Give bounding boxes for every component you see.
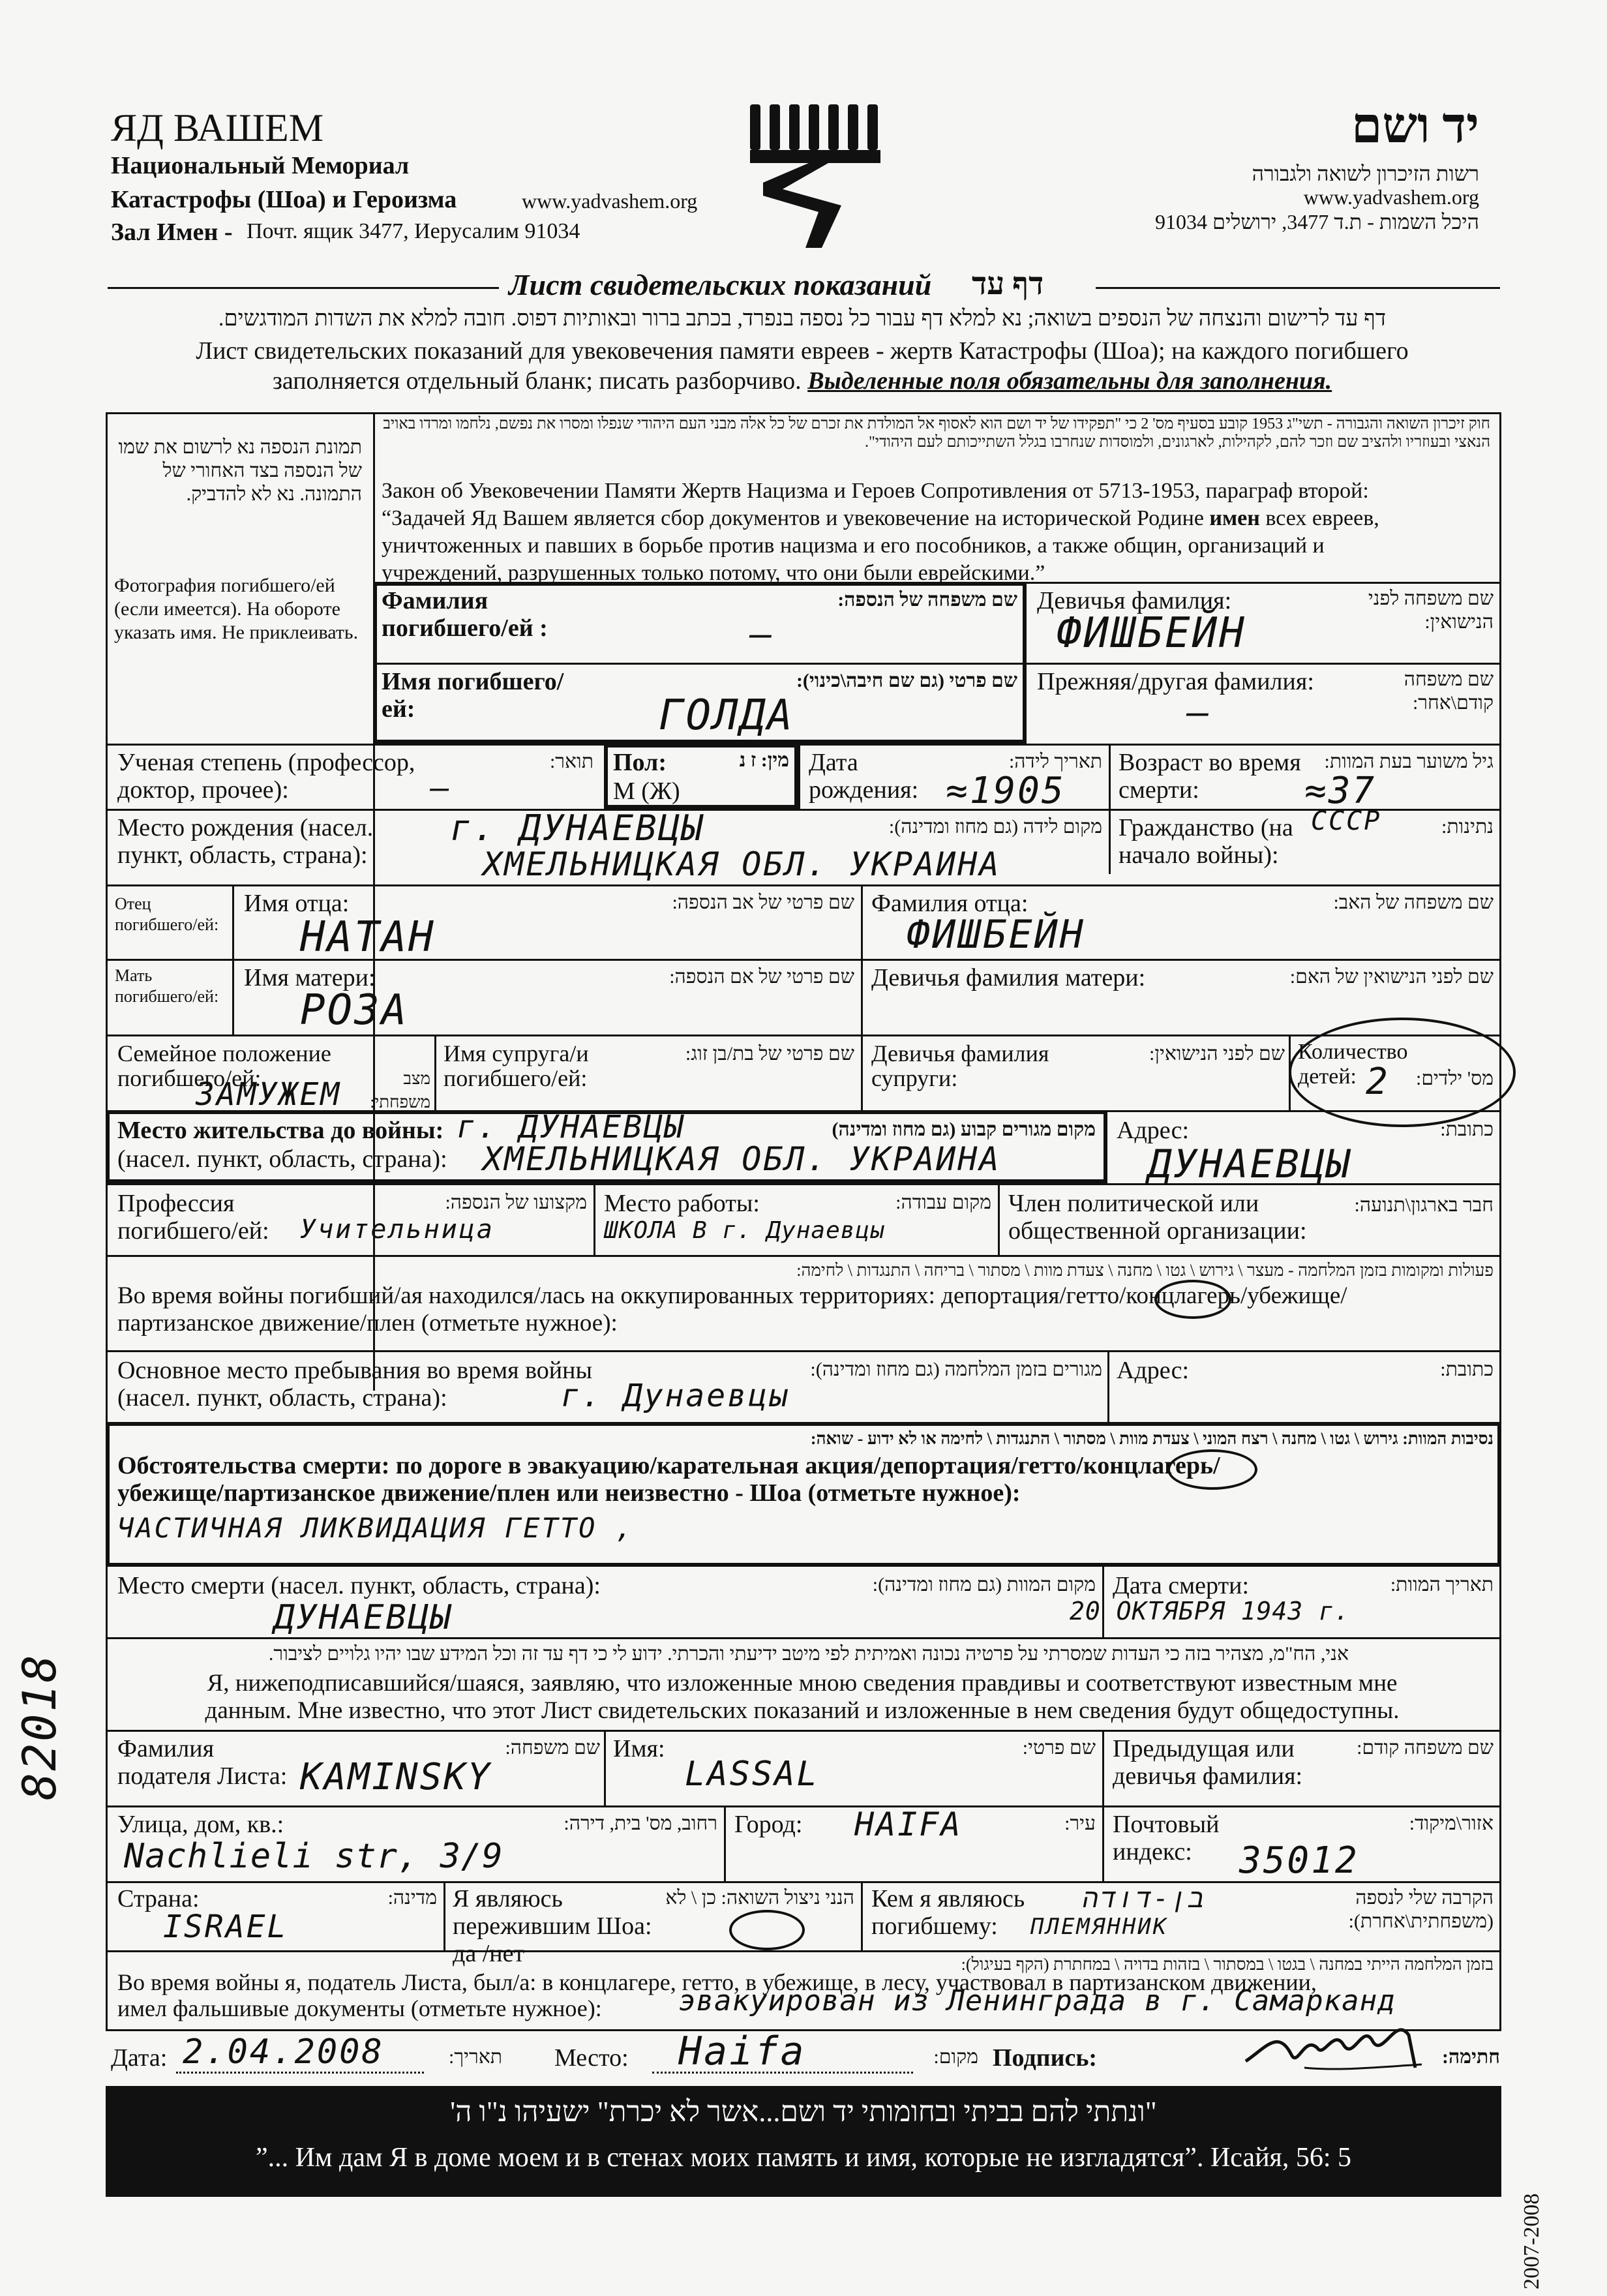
signature-label-he: חתימה: <box>1442 2046 1500 2068</box>
dob-label-he: תאריך לידה: <box>1008 751 1102 772</box>
surname-label-he: שם משפחה של הנספה: <box>837 589 1017 611</box>
death-place-value[interactable]: ДУНАЕВЦЫ <box>274 1598 453 1637</box>
address-label: Адрес: <box>1117 1117 1190 1144</box>
date-label-he: תאריך: <box>449 2046 502 2068</box>
place-value[interactable]: Haifa <box>678 2029 806 2074</box>
ghetto-circle-1 <box>1154 1280 1231 1319</box>
sub-prev-col <box>1102 1730 1104 1805</box>
marital-value[interactable]: ЗАМУЖЕМ <box>196 1076 342 1113</box>
mother-name-label-he: שם פרטי של אם הנספה: <box>669 966 854 988</box>
wartime-place-value[interactable]: г. Дунаевцы <box>561 1378 790 1414</box>
membership-label-he: חבר בארגון\תנועה: <box>1354 1194 1494 1216</box>
survivor-label: Я являюсь пережившим Шоа: да /нет <box>453 1885 652 1967</box>
surname-label: Фамилия погибшего/ей : <box>382 587 548 642</box>
death-place-label-he: מקום המוות (גם מחוז ומדינה): <box>872 1574 1096 1595</box>
age-label: Возраст во время смерти: <box>1119 749 1301 804</box>
father-name-label-he: שם פרטי של אב הנספה: <box>672 892 854 913</box>
residence-value-2[interactable]: ХМЕЛЬНИЦКАЯ ОБЛ. УКРАИНА <box>483 1140 1001 1178</box>
prev-surname-label-he: שם משפחה קודם\אחר: <box>1404 669 1494 714</box>
sex-options[interactable]: М (Ж) <box>613 778 680 805</box>
wartime-place-label: Основное место пребывания во время войны (насел. пункт, область, страна): <box>117 1357 593 1412</box>
yad-vashem-logo <box>743 91 900 254</box>
law-text-ru-4: учреждений, разрушенных только потому, что они были еврейскими.” <box>382 561 1045 585</box>
hall-of-names-ru: Зал Имен - <box>111 219 233 246</box>
father-name-value[interactable]: НАТАН <box>300 913 436 961</box>
first-name-value[interactable]: ГОЛДА <box>659 691 794 740</box>
sub-zip-col <box>1102 1805 1104 1881</box>
prev-surname-value[interactable]: — <box>1187 691 1211 734</box>
wartime-ru-1: Во время войны погибший/ая находился/лась на оккупированных территориях: депортация/гетто/концлагерь/убежище/ <box>117 1282 1347 1309</box>
death-circ-ru-1: Обстоятельства смерти: по дороге в эвакуацию/карательная акция/депортация/гетто/концлагерь/ <box>117 1452 1220 1479</box>
org-subtitle-he: רשות הזיכרון לשואה ולגבורה <box>1252 162 1479 185</box>
submitter-prev-label-he: שם משפחה קודם: <box>1357 1737 1494 1759</box>
degree-label: Ученая степень (профессор, доктор, прочее): <box>117 749 415 804</box>
submitter-name-value[interactable]: LASSAL <box>685 1755 819 1794</box>
birthplace-value-1[interactable]: г. ДУНАЕВЦЫ <box>450 808 705 849</box>
death-circ-ru-2: убежище/партизанское движение/плен или неизвестно - Шоа (отметьте нужное): <box>117 1479 1021 1507</box>
spouse-name-label-he: שם פרטי של בת/בן זוג: <box>685 1043 854 1065</box>
citizenship-label: Гражданство (на начало войны): <box>1119 814 1293 869</box>
birthplace-label: Место рождения (насел. пункт, область, страна): <box>117 814 374 869</box>
row-9-divider <box>106 1350 1501 1352</box>
row-1-divider <box>106 744 1501 746</box>
law-text-ru-2-bold: имен <box>1209 506 1260 530</box>
children-label-he: מס' ילדים: <box>1415 1068 1494 1089</box>
citizenship-label-he: נתינות: <box>1441 816 1494 838</box>
street-label-he: רחוב, מס' בית, דירה: <box>563 1813 717 1834</box>
row-10-divider <box>106 1637 1501 1639</box>
dob-label: Дата рождения: <box>809 749 919 804</box>
sub-wartime-value[interactable]: эвакуирован из Ленинграда в г. Самарканд <box>678 1984 1396 2017</box>
name-box-divider <box>373 663 1027 665</box>
sex-col-right <box>798 744 800 809</box>
side-record-number: 82018 <box>13 1653 67 1800</box>
survivor-label-he: הנני ניצול השואה: כן \ לא <box>665 1887 854 1909</box>
first-name-label: Имя погибшего/ей: <box>382 668 564 723</box>
wartime-address-label: Адрес: <box>1117 1357 1190 1384</box>
law-text-ru-2 <box>382 505 1379 532</box>
spouse-maiden-label-he: שם לפני הנישואין: <box>1149 1043 1285 1065</box>
org-name-ru: ЯД ВАШЕМ <box>111 106 324 149</box>
profession-label-he: מקצועו של הנספה: <box>445 1192 587 1213</box>
death-date-label-he: תאריך המוות: <box>1390 1574 1494 1595</box>
father-name-label: Имя отца: <box>244 890 350 917</box>
mother-name-label: Имя матери: <box>244 964 376 991</box>
workplace-value[interactable]: ШКОЛА В г. Дунаевцы <box>604 1217 885 1244</box>
row-12-divider <box>106 1805 1501 1807</box>
spouse-maiden-label: Девичья фамилия супруги: <box>871 1040 1049 1091</box>
father-surname-label: Фамилия отца: <box>871 890 1029 917</box>
org-subtitle-ru-2: Катастрофы (Шоа) и Героизма <box>111 186 457 213</box>
marital-label: Семейное положение погибшего/ей: <box>117 1040 331 1091</box>
sex-label: Пол: <box>613 749 667 776</box>
age-value[interactable]: ≈37 <box>1304 770 1377 812</box>
date-value[interactable]: 2.04.2008 <box>183 2032 384 2072</box>
law-text-ru-1: Закон об Увековечении Памяти Жертв Нацизма и Героев Сопротивления от 5713-1953, параграф второй: <box>382 479 1369 503</box>
row-top-divider <box>1027 582 1501 584</box>
date-underline <box>176 2072 424 2074</box>
wartime-address-label-he: כתובת: <box>1440 1359 1494 1380</box>
row-3-divider <box>106 884 1501 886</box>
declaration-he: אני, הח"מ, מצהיר בזה כי העדות שמסרתי על פרטיה נכונה ואמיתית לפי מיטב ידיעתי והכרתי. ידוע לי כי דף עד זה וכל המידע שבו יהיו גלויים לציבור. <box>268 1643 1349 1665</box>
submitter-name-label: Имя: <box>613 1735 665 1762</box>
law-text-he: חוק זיכרון השואה והגבורה - תשי"ג 1953 קובע בסעיף מס' 2 כי "תפקידו של יד ושם הוא לאסוף אל המולדת את זכרם של כל אלה מבני העם היהודי שנפלו ומסרו את נפשם, נלחמו ומרדו באויב הנאצי ובעוזריו ולהציב שם וזכר להם, לקהילות, לארגונים, ולמוסדות שנחרבו בגלל השתייכותם לעם היהודי". <box>383 415 1490 451</box>
signature-label: Подпись: <box>993 2044 1098 2072</box>
submitter-surname-label-he: שם משפחה: <box>505 1737 600 1759</box>
sub-survivor-col <box>443 1881 445 1950</box>
first-name-label-he: שם פרטי (גם שם חיבה\כינוי): <box>796 670 1017 691</box>
street-label: Улица, дом, кв.: <box>117 1811 284 1838</box>
spouse-col <box>861 1035 863 1110</box>
prev-surname-label: Прежняя/другая фамилия: <box>1037 668 1314 695</box>
row-8-divider <box>106 1255 1501 1257</box>
city-value[interactable]: HAIFA <box>854 1805 963 1843</box>
maiden-name-value[interactable]: ФИШБЕЙН <box>1057 609 1246 657</box>
org-name-he: יד ושם <box>1351 98 1479 153</box>
death-date-label: Дата смерти: <box>1113 1572 1250 1599</box>
father-surname-value[interactable]: ФИШБЕЙН <box>907 912 1085 958</box>
row-7-divider <box>106 1183 1501 1185</box>
place-underline <box>652 2072 913 2074</box>
marital-label-he: מצב משפחתי: <box>370 1069 430 1111</box>
mother-label: Мать погибшего/ей: <box>115 966 219 1006</box>
sub-wartime-ru-2: имел фальшивые документы (отметьте нужное): <box>117 1995 602 2021</box>
children-value[interactable]: 2 <box>1366 1061 1390 1103</box>
photo-instructions-he: תמונת הנספה נא לרשום את שמו של הנספה בצד האחורי של התמונה. נא לא להדביק. <box>118 436 362 505</box>
residence-label: Место жительства до войны: <box>117 1117 444 1144</box>
date-label: Дата: <box>111 2044 168 2072</box>
wartime-address-col <box>1107 1350 1109 1422</box>
zip-value[interactable]: 35012 <box>1239 1839 1359 1882</box>
street-value[interactable]: Nachlieli str, 3/9 <box>124 1837 503 1876</box>
workplace-col <box>593 1183 595 1255</box>
residence-label-he: מקום מגורים קבוע (גם מחוז ומדינה) <box>832 1119 1096 1140</box>
death-circ-value[interactable]: ЧАСТИЧНАЯ ЛИКВИДАЦИЯ ГЕТТО , <box>117 1512 635 1544</box>
birthplace-label-he: מקום לידה (גם מחוז ומדינה): <box>888 816 1102 838</box>
place-label: Место: <box>554 2044 629 2072</box>
death-circ-he: נסיבות המוות: גירוש \ גטו \ מחנה \ רצח המוני \ צעדת מוות \ מסתור \ התנגדות \ לחימה או לא ידוע - שואה: <box>810 1429 1494 1448</box>
intro-he: דף עד לרישום והנצחה של הנספים בשואה; נא למלא דף עבור כל נספה בנפרד, בכתב ברור ובאותיות דפוס. חובה למלא את השדות המודגשים. <box>218 307 1387 331</box>
profession-label: Профессия погибшего/ей: <box>117 1190 269 1245</box>
sub-wartime-he: בזמן המלחמה הייתי במחנה \ בגטו \ במסתור \ בזהות בדויה \ במחתרת (הקף בעיגול): <box>961 1955 1494 1974</box>
place-label-he: מקום: <box>933 2046 978 2068</box>
father-surname-label-he: שם משפחה של האב: <box>1333 892 1494 913</box>
address-value[interactable]: ДУНАЕВЦЫ <box>1148 1141 1352 1187</box>
zip-label-he: אזור\מיקוד: <box>1409 1813 1494 1834</box>
city-label-he: עיר: <box>1064 1813 1096 1834</box>
title-rule-left <box>108 287 499 289</box>
surname-value[interactable]: — <box>750 613 774 656</box>
declaration-ru-1: Я, нижеподписавшийся/шаяся, заявляю, что изложенные мною сведения правдивы и соответствуют известным мне <box>207 1670 1398 1697</box>
ghetto-circle-2 <box>1167 1449 1257 1490</box>
intro-ru-1: Лист свидетельских показаний для увековечения памяти евреев - жертв Катастрофы (Шоа); на каждого погибшего <box>196 337 1409 365</box>
website-left[interactable]: www.yadvashem.org <box>522 189 698 213</box>
mother-maiden-label-he: שם לפני הנישואין של האם: <box>1289 966 1494 988</box>
dob-value[interactable]: ≈1905 <box>946 770 1066 812</box>
relation-value-he[interactable]: בן-דודה <box>1083 1884 1207 1914</box>
website-right[interactable]: www.yadvashem.org <box>1303 185 1479 209</box>
title-rule-right <box>1096 287 1500 289</box>
wartime-he: פעולות ומקומות בזמן המלחמה - מעצר \ גירוש \ גטו \ מחנה \ צעדת מוות \ מסתור \ בריחה \ התנגדות \ לחימה: <box>796 1261 1494 1280</box>
row-11-divider <box>106 1730 1501 1732</box>
row-maiden-divider <box>1027 663 1501 665</box>
sex-label-he: מין: ז נ <box>739 749 789 771</box>
children-label: Количество детей: <box>1298 1040 1408 1089</box>
relation-label: Кем я являюсь погибшему: <box>871 1885 1025 1940</box>
intro-ru-2 <box>117 367 1487 395</box>
spouse-name-label: Имя супруга/и погибшего/ей: <box>443 1040 589 1091</box>
law-text-ru-2b: всех евреев, <box>1265 506 1379 530</box>
death-date-value[interactable]: 20 ОКТЯБРЯ 1943 г. <box>1070 1597 1350 1625</box>
country-label: Страна: <box>117 1885 200 1912</box>
address-label-he: כתובת: <box>1440 1119 1494 1140</box>
title-ru: Лист свидетельских показаний <box>509 268 932 301</box>
maiden-name-label-he: שם משפחה לפני הנישואין: <box>1368 588 1494 633</box>
address-ru: Почт. ящик 3477, Иерусалим 91034 <box>247 219 580 243</box>
law-text-ru-2a: “Задачей Яд Вашем является сбор документов и увековечение на исторической Родине <box>382 506 1204 530</box>
maiden-name-label: Девичья фамилия: <box>1037 587 1232 614</box>
sub-relation-col <box>861 1881 863 1950</box>
workplace-label: Место работы: <box>604 1190 760 1217</box>
submitter-surname-value[interactable]: KAMINSKY <box>300 1756 492 1798</box>
marital-col <box>434 1035 436 1110</box>
relation-label-he: הקרבה שלי לנספה (משפחתית\אחרת): <box>1348 1887 1494 1932</box>
intro-ru-2-text: заполняется отдельный бланк; писать разборчиво. <box>272 367 802 395</box>
mother-maiden-label: Девичья фамилия матери: <box>871 964 1146 991</box>
row-5-divider <box>106 1035 1501 1036</box>
birthplace-value-2[interactable]: ХМЕЛЬНИЦКАЯ ОБЛ. УКРАИНА <box>483 845 1001 883</box>
age-label-he: גיל משוער בעת המוות: <box>1324 751 1494 772</box>
submitter-name-label-he: שם פרטי: <box>1022 1737 1096 1759</box>
year-range: 2007-2008 <box>1520 2193 1544 2289</box>
row-14-divider <box>106 1950 1501 1952</box>
residence-value-1[interactable]: г. ДУНАЕВЦЫ <box>457 1109 685 1145</box>
membership-label: Член политической или общественной организации: <box>1008 1190 1307 1245</box>
citizenship-value[interactable]: СССР <box>1311 806 1382 836</box>
title-he: דף עד <box>972 267 1044 301</box>
mother-name-value[interactable]: РОЗА <box>300 986 409 1035</box>
photo-instructions-ru: Фотография погибшего/ей (если имеется). На обороте указать имя. Не приклеивать. <box>114 575 359 643</box>
row-4-divider <box>106 959 1501 961</box>
country-value[interactable]: ISRAEL <box>163 1909 288 1945</box>
death-place-label: Место смерти (насел. пункт, область, страна): <box>117 1572 601 1599</box>
profession-value[interactable]: Учительница <box>300 1215 494 1245</box>
country-label-he: מדינה: <box>387 1887 437 1909</box>
age-col <box>1109 744 1111 874</box>
row-13-divider <box>106 1881 1501 1883</box>
submitter-surname-label-text: Фамилия подателя Листа: <box>117 1735 288 1790</box>
degree-value[interactable]: — <box>430 770 451 806</box>
wartime-ru-2: партизанское движение/плен (отметьте нужное): <box>117 1310 618 1337</box>
membership-col <box>998 1183 1000 1255</box>
sub-city-col <box>724 1805 726 1881</box>
city-label: Город: <box>734 1811 803 1838</box>
footer-quote-he: "ונתתי להם בביתי ובחומותי יד ושם...אשר לא יכרת" ישעיהו נ"ו ה' <box>450 2096 1157 2128</box>
degree-label-he: תואר: <box>549 751 593 772</box>
workplace-label-he: מקום עבודה: <box>895 1192 991 1213</box>
declaration-ru-2: данным. Мне известно, что этот Лист свидетельских показаний и изложенные в нем сведения будут общедоступны. <box>205 1697 1400 1724</box>
survivor-no-circle <box>729 1910 805 1950</box>
father-label: Отец погибшего/ей: <box>115 894 219 934</box>
signature-scrawl <box>1239 2009 1435 2081</box>
wartime-place-label-he: מגורים בזמן המלחמה (גם מחוז ומדינה): <box>810 1359 1102 1380</box>
address-he: היכל השמות - ת.ד 3477, ירושלים 91034 <box>1155 210 1479 234</box>
row-2-divider <box>106 809 1501 811</box>
submitter-prev-label: Предыдущая или девичья фамилия: <box>1113 1735 1303 1790</box>
org-subtitle-ru-1: Национальный Мемориал <box>111 152 410 179</box>
zip-label: Почтовый индекс: <box>1113 1811 1220 1865</box>
intro-ru-2-bold: Выделенные поля обязательны для заполнения. <box>807 367 1332 395</box>
footer-quote-ru: ”... Им дам Я в доме моем и в стенах моих память и имя, которые не изгладятся”. Исайя, 56: 5 <box>255 2143 1352 2173</box>
sub-name-col <box>604 1730 606 1805</box>
residence-label-2: (насел. пункт, область, страна): <box>117 1145 447 1173</box>
relation-value[interactable]: ПЛЕМЯННИК <box>1030 1914 1169 1940</box>
sub-wartime-ru-1: Во время войны я, податель Листа, был/а: в концлагере, гетто, в убежище, в лесу, участвовал в партизанском движении, <box>117 1969 1317 1995</box>
law-text-ru-3: уничтоженных и павших в борьбе против нацизма и его пособников, а также общин, организаций и <box>382 534 1325 558</box>
